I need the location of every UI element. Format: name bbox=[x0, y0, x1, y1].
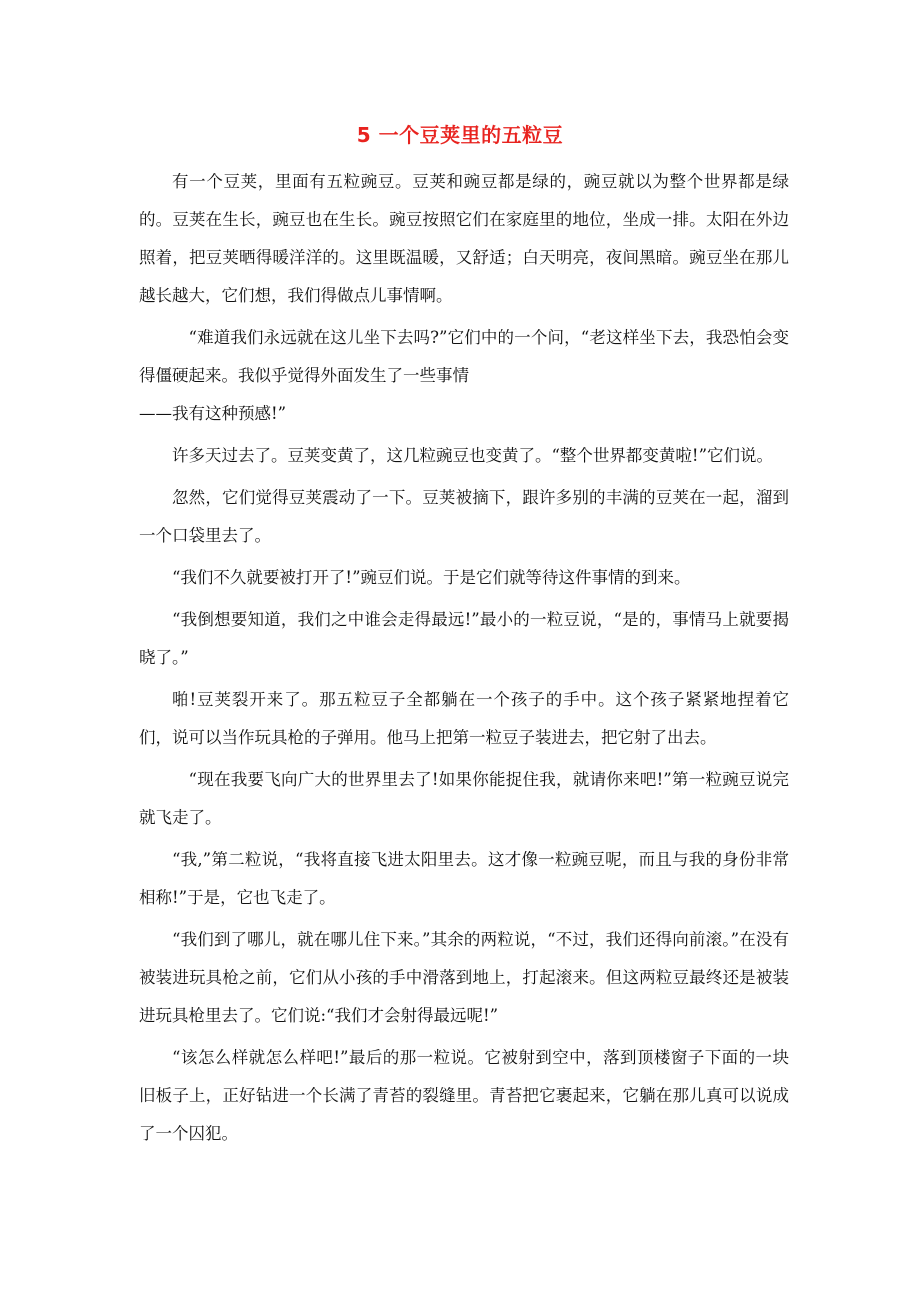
paragraph-2-continuation: ——我有这种预感!” bbox=[139, 404, 287, 423]
paragraph-10: “我们到了哪儿，就在哪儿住下来。”其余的两粒说，“不过，我们还得向前滚。”在没有被装进玩具枪之前，它们从小孩的手中滑落到地上，打起滚来。但这两粒豆最终还是被装进玩具枪里去了。它们说:“我们才会射得最远呢!” bbox=[139, 930, 789, 1025]
story-body bbox=[139, 163, 789, 1153]
paragraph-4: 忽然，它们觉得豆荚震动了一下。豆荚被摘下，跟许多别的丰满的豆荚在一起，溜到一个口袋里去了。 bbox=[139, 488, 789, 545]
paragraph-2: “难道我们永远就在这儿坐下去吗?”它们中的一个问，“老这样坐下去，我恐怕会变得僵硬起来。我似乎觉得外面发生了一些事情 bbox=[139, 328, 789, 385]
paragraph-6: “我倒想要知道，我们之中谁会走得最远!”最小的一粒豆说，“是的，事情马上就要揭晓了。” bbox=[139, 610, 789, 667]
paragraph-7: 啪!豆荚裂开来了。那五粒豆子全都躺在一个孩子的手中。这个孩子紧紧地捏着它们，说可以当作玩具枪的子弹用。他马上把第一粒豆子装进去，把它射了出去。 bbox=[139, 690, 789, 747]
paragraph-1: 有一个豆荚，里面有五粒豌豆。豆荚和豌豆都是绿的，豌豆就以为整个世界都是绿的。豆荚在生长，豌豆也在生长。豌豆按照它们在家庭里的地位，坐成一排。太阳在外边照着，把豆荚晒得暖洋洋的。这里既温暖，又舒适；白天明亮，夜间黑暗。豌豆坐在那儿越长越大，它们想，我们得做点儿事情啊。 bbox=[139, 172, 789, 305]
document-title: 5 一个豆荚里的五粒豆 bbox=[356, 123, 564, 147]
paragraph-5: “我们不久就要被打开了!”豌豆们说。于是它们就等待这件事情的到来。 bbox=[172, 568, 691, 587]
paragraph-9: “我,”第二粒说，“我将直接飞进太阳里去。这才像一粒豌豆呢，而且与我的身份非常相称!”于是，它也飞走了。 bbox=[139, 850, 789, 907]
paragraph-3: 许多天过去了。豆荚变黄了，这几粒豌豆也变黄了。“整个世界都变黄啦!”它们说。 bbox=[172, 446, 774, 465]
paragraph-8: “现在我要飞向广大的世界里去了!如果你能捉住我，就请你来吧!”第一粒豌豆说完就飞走了。 bbox=[139, 770, 789, 827]
paragraph-11: “该怎么样就怎么样吧!”最后的那一粒说。它被射到空中，落到顶楼窗子下面的一块旧板子上，正好钻进一个长满了青苔的裂缝里。青苔把它裹起来，它躺在那儿真可以说成了一个囚犯。 bbox=[139, 1048, 789, 1143]
